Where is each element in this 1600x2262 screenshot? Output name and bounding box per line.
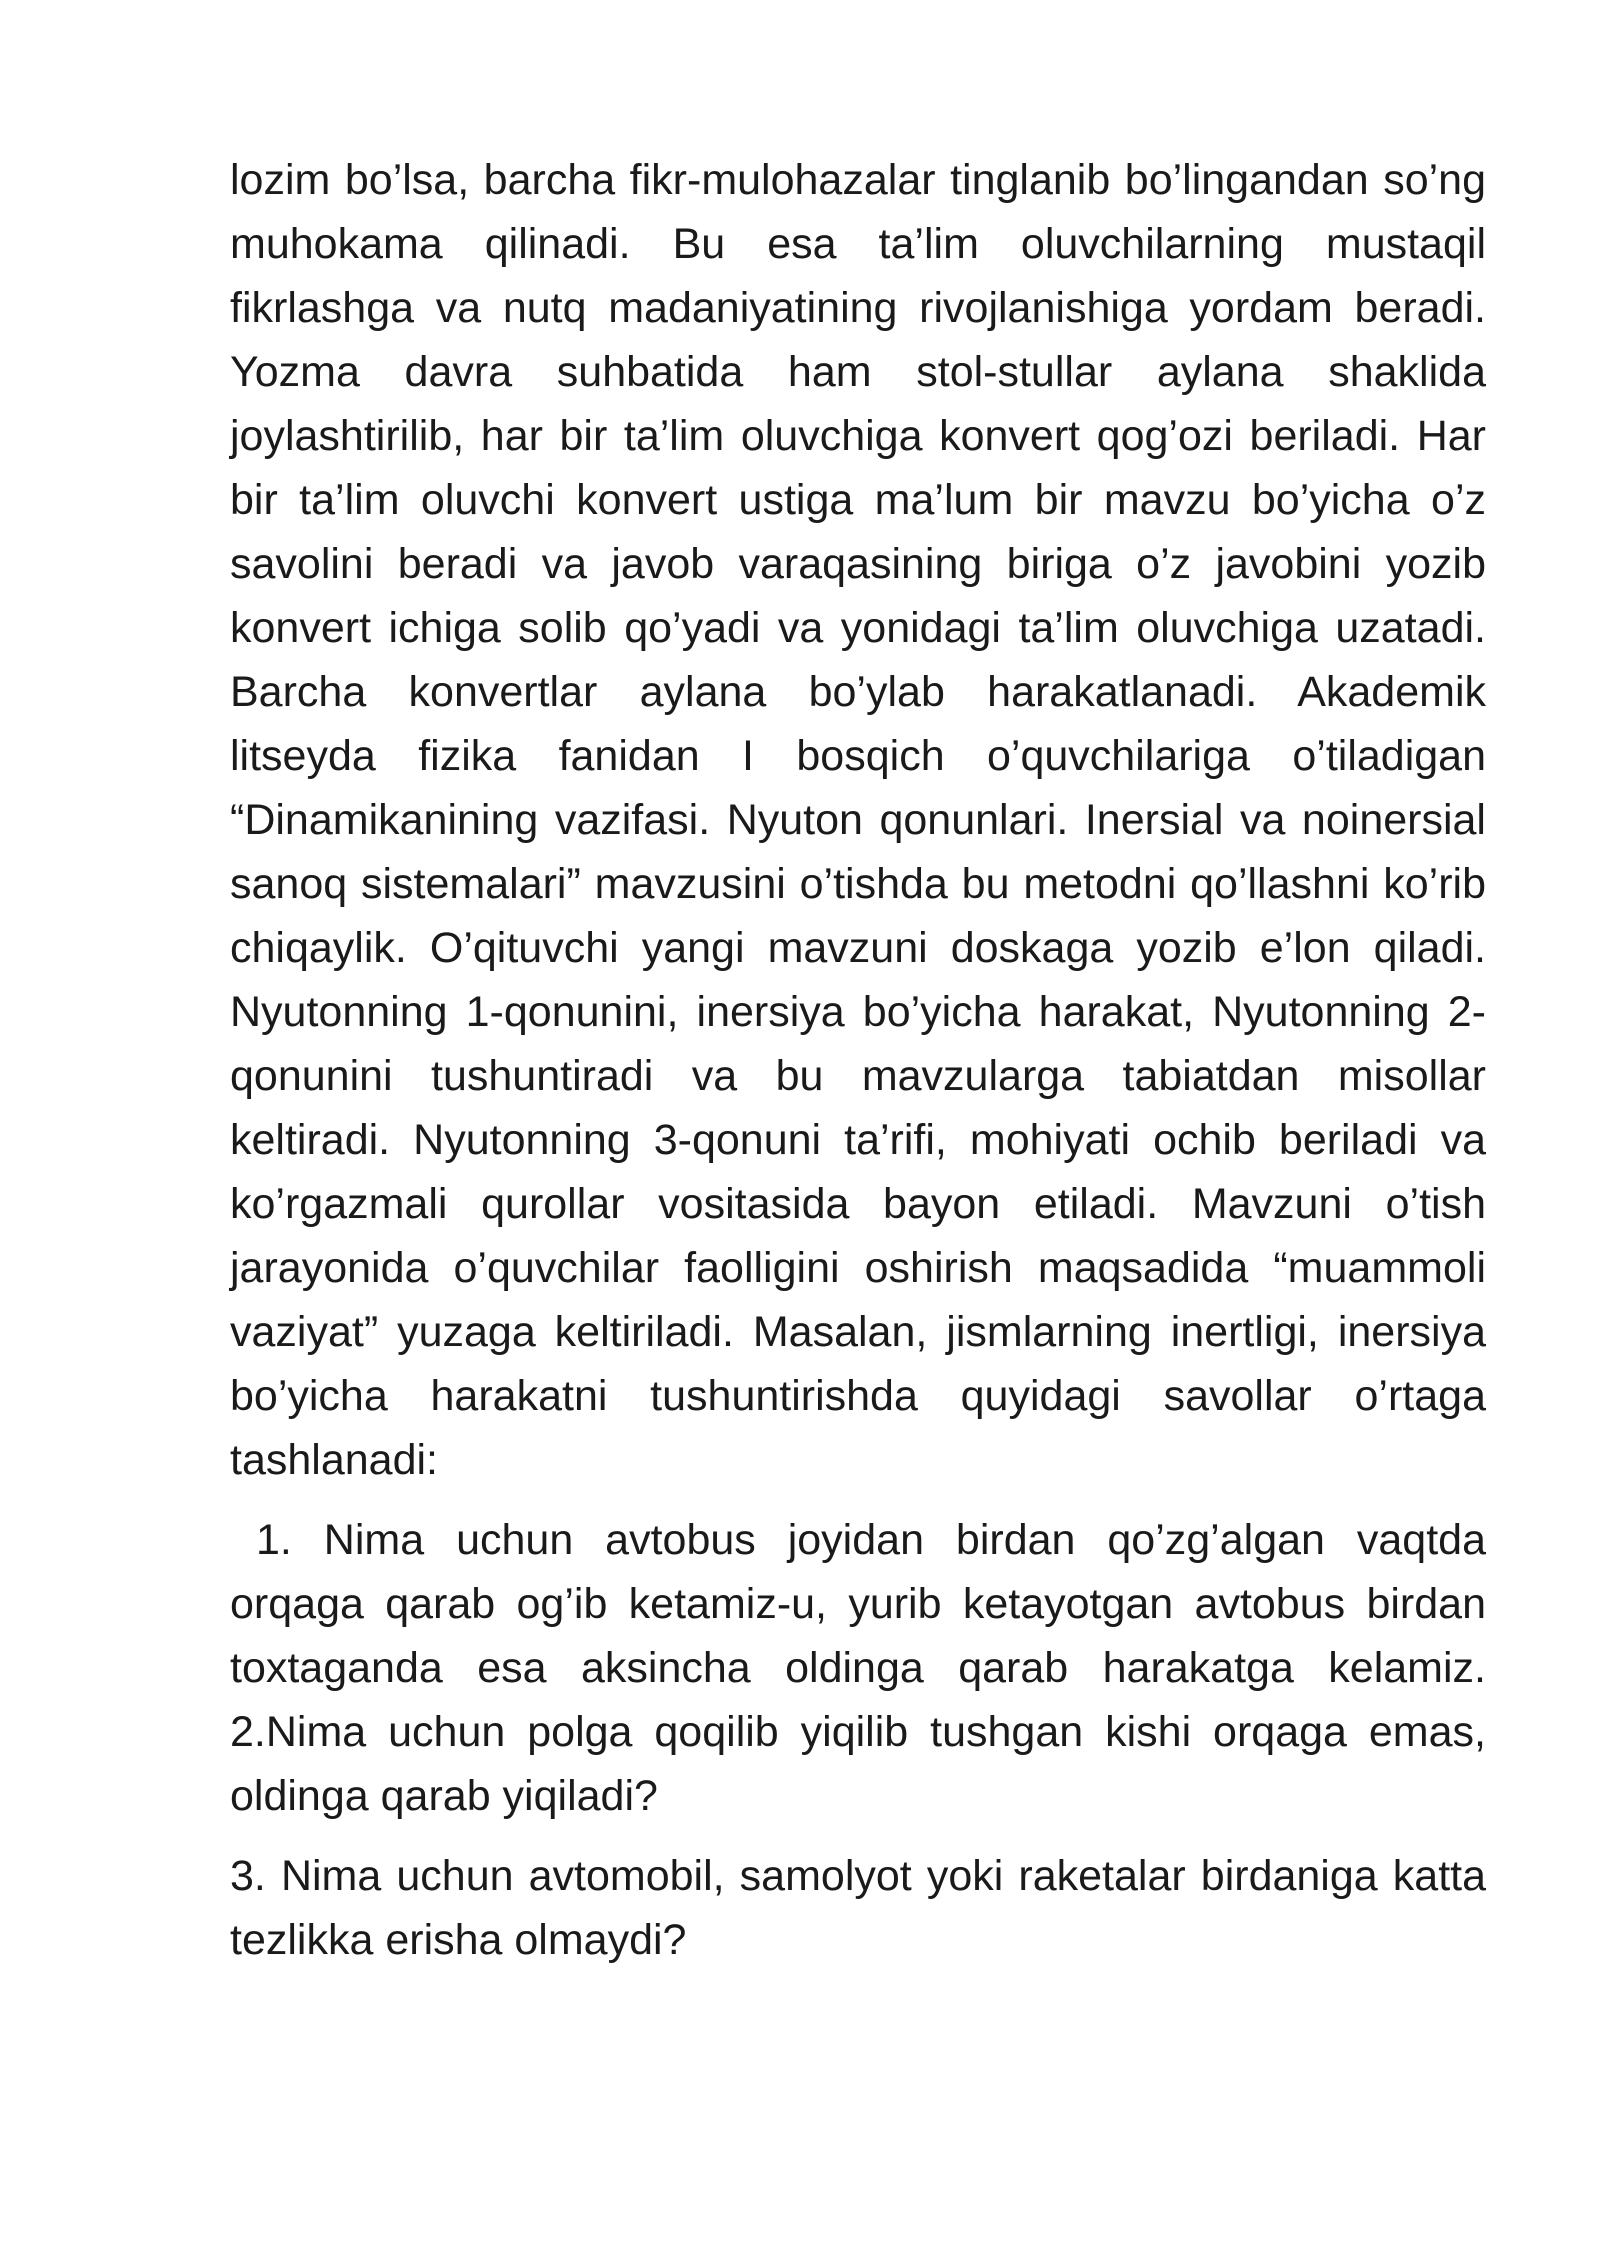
document-page [230, 148, 1486, 1972]
question-list-item-1-2: 1. Nima uchun avtobus joyidan birdan qo’zg’algan vaqtda orqaga qarab og’ib ketamiz-u, yurib ketayotgan avtobus birdan toxtaganda esa aksincha oldinga qarab harakatga kelamiz. 2.Nima uchun polga qoqilib yiqilib tushgan kishi orqaga emas, oldinga qarab yiqiladi? [230, 1516, 1486, 1820]
question-list-item-3: 3. Nima uchun avtomobil, samolyot yoki raketalar birdaniga katta tezlikka erisha olmaydi? [230, 1852, 1486, 1964]
main-paragraph: lozim bo’lsa, barcha fikr-mulohazalar tinglanib bo’lingandan so’ng muhokama qilinadi. Bu esa ta’lim oluvchilarning mustaqil fikrlashga va nutq madaniyatining rivojlanishiga yordam beradi. Yozma davra suhbatida ham stol-stullar aylana shaklida joylashtirilib, har bir ta’lim oluvchiga konvert qog’ozi beriladi. Har bir ta’lim oluvchi konvert ustiga ma’lum bir mavzu bo’yicha o’z savolini beradi va javob varaqasining biriga o’z javobini yozib konvert ichiga solib qo’yadi va yonidagi ta’lim oluvchiga uzatadi. Barcha konvertlar aylana bo’ylab harakatlanadi. Akademik litseyda fizika fanidan I bosqich o’quvchilariga o’tiladigan “Dinamikanining vazifasi. Nyuton qonunlari. Inersial va noinersial sanoq sistemalari” mavzusini o’tishda bu metodni qo’llashni ko’rib chiqaylik. O’qituvchi yangi mavzuni doskaga yozib e’lon qiladi. Nyutonning 1-qonunini, inersiya bo’yicha harakat, Nyutonning 2-qonunini tushuntiradi va bu mavzularga tabiatdan misollar keltiradi. Nyutonning 3-qonuni ta’rifi, mohiyati ochib beriladi va ko’rgazmali qurollar vositasida bayon etiladi. Mavzuni o’tish jarayonida o’quvchilar faolligini oshirish maqsadida “muammoli vaziyat” yuzaga keltiriladi. Masalan, jismlarning inertligi, inersiya bo’yicha harakatni tushuntirishda quyidagi savollar o’rtaga tashlanadi: [230, 156, 1486, 1484]
